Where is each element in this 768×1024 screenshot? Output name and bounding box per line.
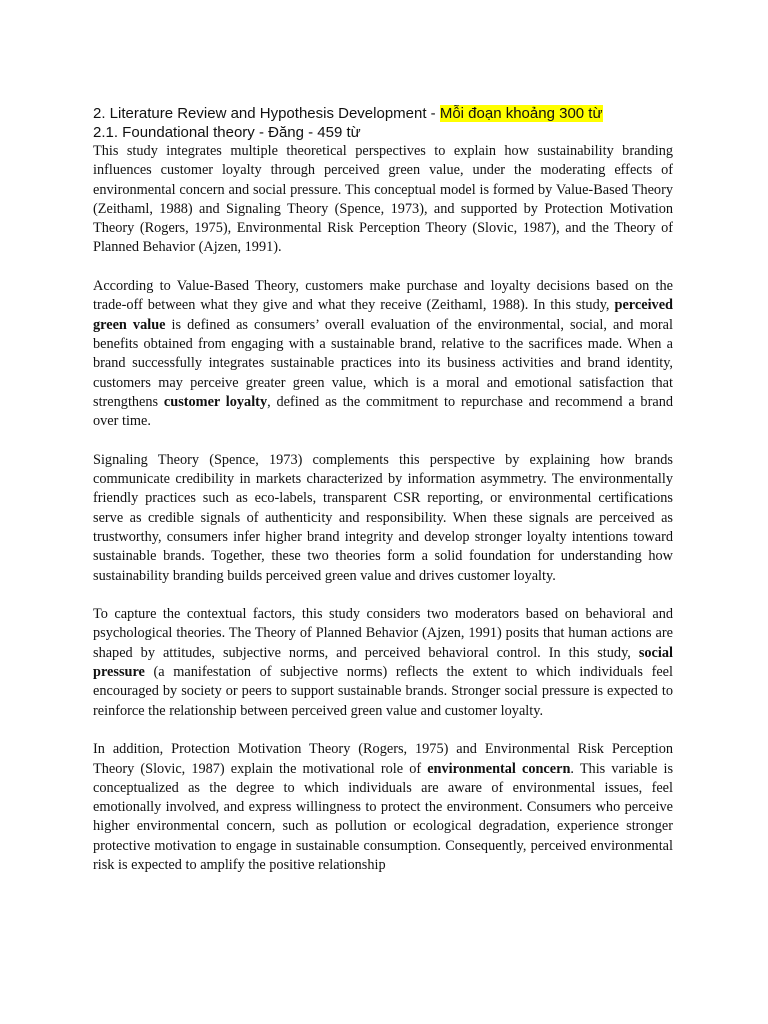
body-text [93, 142, 673, 875]
paragraph [93, 740, 673, 875]
bold-term: environmental concern [427, 760, 571, 777]
paragraph [93, 605, 673, 721]
paragraph-text: , defined as the commitment to repurchase and recommend a brand over time. [93, 393, 673, 430]
bold-term: social pressure [93, 644, 673, 681]
paragraph [93, 277, 673, 431]
paragraph [93, 451, 673, 586]
paragraph-text: Signaling Theory (Spence, 1973) complements this perspective by explaining how brands communicate credibility in markets characterized by information asymmetry. The environmentally friendly practices such as eco-labels, transparent CSR reporting, or environmental certifications serve as credible signals of authenticity and responsibility. When these signals are perceived as trustworthy, consumers infer higher brand integrity and develop stronger loyalty intentions toward sustainable brands. Together, these two theories form a solid foundation for understanding how sustainability branding builds perceived green value and drives customer loyalty. [93, 451, 673, 584]
paragraph-text: . This variable is conceptualized as the degree to which individuals are aware of environmental issues, feel emotionally involved, and express willingness to protect the environment. Consumers who perceive higher environmental concern, such as pollution or ecological degradation, experience stronger protective motivation to engage in sustainable consumption. Consequently, perceived environmental risk is expected to amplify the positive relationship [93, 760, 674, 873]
bold-term: perceived green value [93, 297, 673, 333]
paragraph-text: (a manifestation of subjective norms) reflects the extent to which individuals feel encouraged by society or peers to support sustainable brands. Stronger social pressure is expected to reinforce the relationship between perceived green value and customer loyalty. [93, 664, 673, 719]
paragraph-text: According to Value-Based Theory, customers make purchase and loyalty decisions based on the trade-off between what they give and what they receive (Zeithaml, 1988). In this study, [93, 278, 673, 314]
section-heading [93, 104, 673, 123]
paragraph [93, 142, 673, 258]
document-page [93, 104, 673, 895]
bold-term: customer loyalty [163, 393, 268, 410]
paragraph-text: is defined as consumers’ overall evaluation of the environmental, social, and moral benefits obtained from engaging with a sustainable brand, relative to the sacrifices made. When a brand successfully integrates sustainable practices into its business activities and brand identity, customers may perceive greater green value, which is a moral and emotional satisfaction that strengthens [93, 316, 673, 410]
paragraph-text: To capture the contextual factors, this study considers two moderators based on behavioral and psychological theories. The Theory of Planned Behavior (Ajzen, 1991) posits that human actions are shaped by attitudes, subjective norms, and perceived behavioral control. In this study, [93, 606, 673, 661]
paragraph-text: This study integrates multiple theoretical perspectives to explain how sustainability branding influences customer loyalty through perceived green value, under the moderating effects of environmental concern and social pressure. This conceptual model is formed by Value-Based Theory (Zeithaml, 1988) and Signaling Theory (Spence, 1973), and supported by Protection Motivation Theory (Rogers, 1975), Environmental Risk Perception Theory (Slovic, 1987), and the Theory of Planned Behavior (Ajzen, 1991). [93, 143, 673, 256]
section-heading-text: 2. Literature Review and Hypothesis Development - [93, 105, 440, 122]
highlighted-note: Mỗi đoạn khoảng 300 từ [439, 105, 603, 122]
paragraph-text: In addition, Protection Motivation Theory (Rogers, 1975) and Environmental Risk Perception Theory (Slovic, 1987) explain the motivational role of [93, 741, 673, 777]
subsection-heading: 2.1. Foundational theory - Đăng - 459 từ [93, 124, 361, 141]
